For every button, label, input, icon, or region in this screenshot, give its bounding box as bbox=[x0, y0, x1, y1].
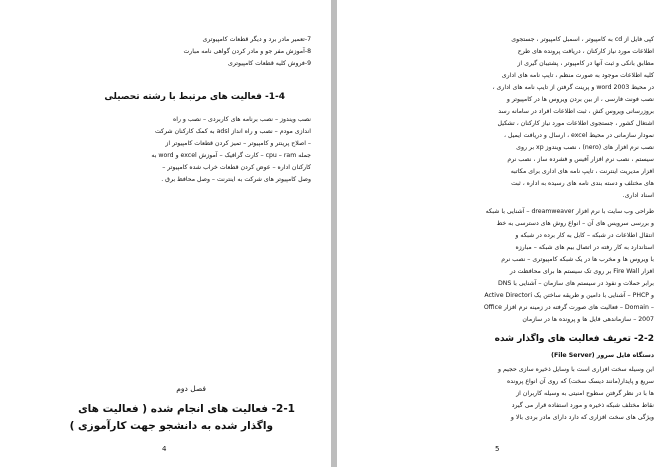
body-line: و بررسی سرویس های آن – انواع روش های دسترسی به خط bbox=[496, 220, 654, 227]
body-line: اسناد اداری. bbox=[622, 192, 654, 199]
body-line: نصب فونت فارسی ، از بین بردن ویروس ها در کامپیوتر و bbox=[506, 96, 654, 103]
body-line: اطلاعات مورد نیاز کارکنان ، دریافت پرونده های طرح bbox=[517, 48, 654, 55]
body-line: – Domain – فعالیت های صورت گرفته در زمینه نرم افزار Office bbox=[483, 304, 654, 311]
body-line: کارکنان اداره – عوض کردن قطعات خراب شده کامپیوتر – bbox=[162, 164, 311, 171]
body-line: نمودار سازمانی در محیط excel ، ارسال و دریافت ایمیل ، bbox=[504, 132, 654, 139]
body-line: این وسیله سخت افزاری است با وسایل ذخیره سازی حجیم و bbox=[498, 366, 654, 373]
body-line: جمله cpu – ram – کارت گرافیک – آموزش excel و word به bbox=[151, 152, 311, 159]
body-line: ویژگی های سخت افزاری که دارد دارای مادر بردی بالا و bbox=[510, 414, 654, 421]
body-line: 2007 – سازماندهی فایل ها و پرونده ها در سازمان bbox=[522, 316, 654, 323]
body-line: اشتغال کشور ، جستجوی اطلاعات مورد نیاز کارکنان ، تشکیل bbox=[497, 120, 654, 127]
chapter-label: فصل دوم bbox=[176, 384, 206, 393]
body-line: و PHCP – آشنایی با دامین و طریقه ساختن یک Active Directori bbox=[484, 292, 654, 299]
body-line: با ویروس ها و مخرب ها در یک شبکه کامپیوتری – نصب نرم bbox=[501, 256, 654, 263]
left-page bbox=[0, 0, 331, 467]
body-line: استاندارد به کار رفته در اتصال بیم های شبکه – مبارزه bbox=[515, 244, 654, 251]
body-line: – اصلاح پرینتر و کامپیوتر – تمیز کردن قطعات کامپیوتر از bbox=[165, 140, 311, 147]
chapter-title-line2: واگذار شده به دانشجو جهت کارآموزی ) bbox=[69, 420, 273, 432]
body-line: بروزرسانی ویروس کش ، ثبت اطلاعات افراد در سامانه رسد bbox=[498, 108, 654, 115]
body-line: های مختلف و دسته بندی نامه های رسیده به اداره ، ثبت bbox=[511, 180, 654, 187]
body-line: مطابق بانکی و ثبت آنها در کامپیوتر ، پشتیبان گیری از bbox=[517, 60, 654, 67]
body-line: نصب ویندوز – نصب برنامه های کاربردی – نصب و راه bbox=[172, 116, 311, 123]
body-line: طراحی وب سایت با نرم افزار dreamweaver – آشنایی با شبکه bbox=[485, 208, 654, 215]
body-line: ها با در نظر گرفتن سطوح امنیتی به وسیله کاربران از bbox=[516, 390, 654, 397]
body-line: اندازی مودم – نصب و راه انداز adsl به کمک کارکنان شرکت bbox=[154, 128, 311, 135]
list-item: 7-تعمیر مادر برد و دیگر قطعات کامپیوتری bbox=[202, 36, 311, 43]
body-line: نصب نرم افزار های (nero) ، نصب ویندوز xp بر روی bbox=[516, 144, 654, 151]
body-line: انتقال اطلاعات در شبکه – کابل به کار برده در شبکه و bbox=[515, 232, 654, 239]
page-number: 4 bbox=[162, 445, 167, 453]
body-line: سیستم ، نصب نرم افزار آفیس و فشرده ساز ، نصب نرم bbox=[507, 156, 654, 163]
body-line: کلیه اطلاعات موجود به صورت منظم ، تایپ نامه های اداری bbox=[501, 72, 654, 79]
chapter-title-line1: 2-1- فعالیت های انجام شده ( فعالیت های bbox=[78, 403, 295, 415]
page-number: 5 bbox=[495, 445, 500, 453]
right-page bbox=[337, 0, 668, 467]
body-line: کپی فایل از cd به کامپیوتر ، اسمبل کامپیوتر ، جستجوی bbox=[511, 36, 654, 43]
section-heading: 2-2- تعریف فعالیت های واگذار شده bbox=[494, 334, 654, 344]
body-line: وصل کامپیوتر های شرکت به اینترنت – وصل محافظ برق . bbox=[161, 176, 311, 183]
body-line: افزار مدیریت اینترنت ، تایپ نامه های اداری برای مکاتبه bbox=[510, 168, 654, 175]
list-item: 9-فروش کلیه قطعات کامپیوتری bbox=[228, 60, 311, 67]
body-line: برابر حملات و نفوذ در سیستم های سازمان – آشنایی با DNS bbox=[498, 280, 654, 287]
list-item: 8-آموزش مفر جو و مادر کردن گواهی نامه مبارت bbox=[183, 48, 311, 55]
body-line: نقاط مختلف شبکه ذخیره و مورد استفاده قرار می گیرد bbox=[511, 402, 654, 409]
subheading: دستگاه فایل سرور (File Server) bbox=[551, 352, 654, 359]
body-line: افزار Fire Wall بر روی تک سیستم ها برای محافظت در bbox=[509, 268, 654, 275]
body-line: سریع و پایدار(مانند دیسک سخت) که روی آن انواع پرونده bbox=[507, 378, 654, 385]
body-line: در محیط word 2003 و پرینت گرفتن از تایپ نامه های اداری ، bbox=[492, 84, 654, 91]
section-heading: 1-4- فعالیت های مرتبط با رشته تحصیلی bbox=[104, 92, 285, 102]
